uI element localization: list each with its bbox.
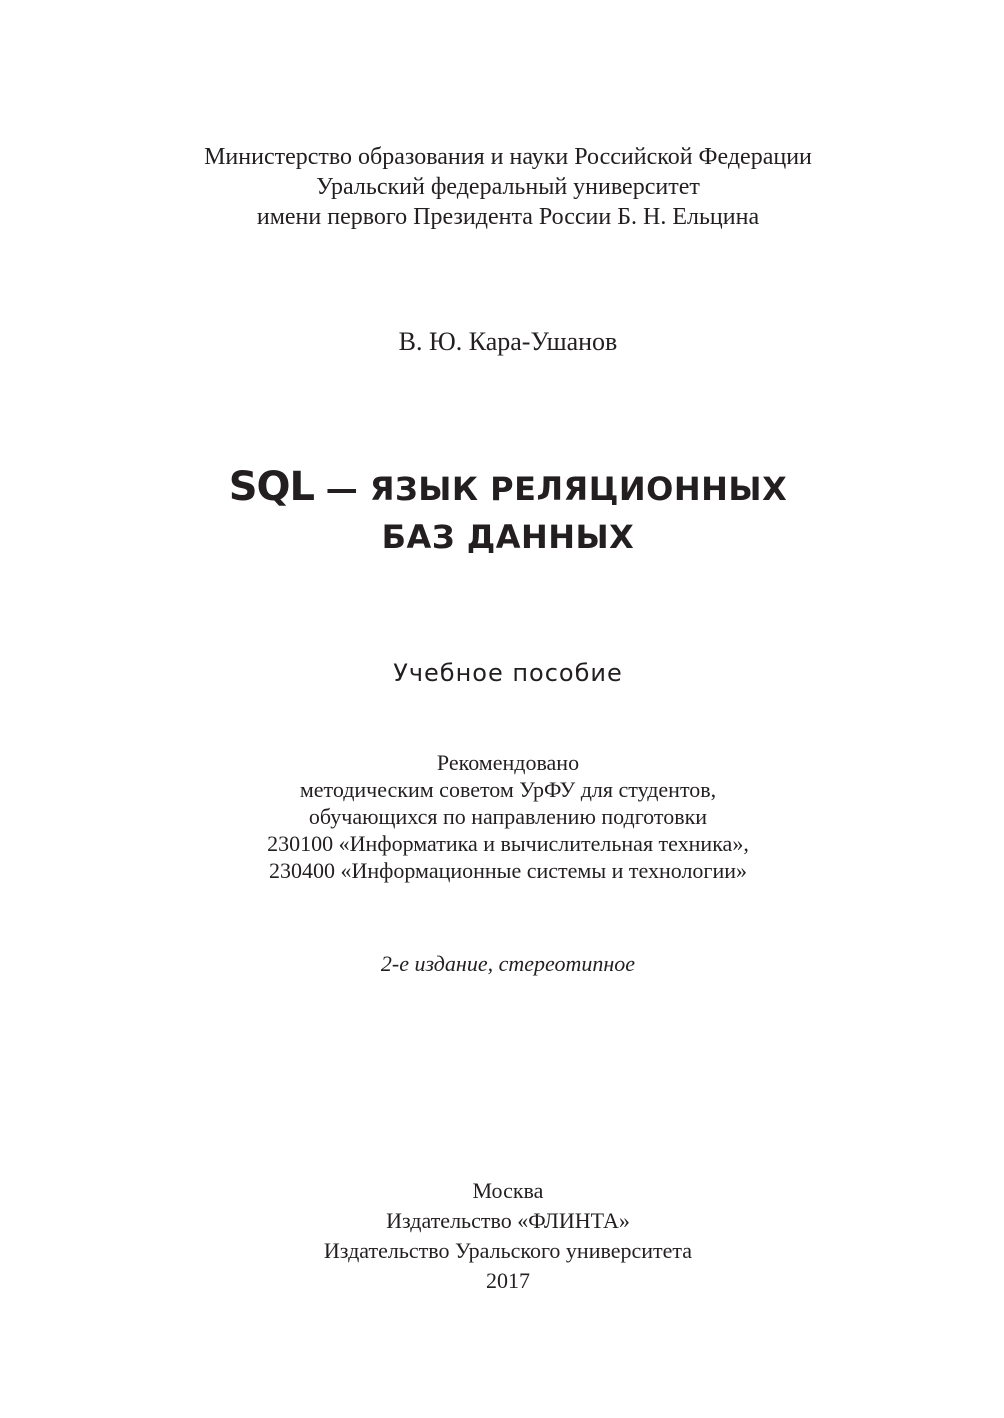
imprint-block	[0, 1176, 1004, 1296]
book-subtitle: Учебное пособие	[393, 659, 623, 687]
imprint-year: 2017	[486, 1268, 530, 1293]
book-title	[0, 462, 1004, 560]
university-name-line: имени первого Президента России Б. Н. Ельцина	[256, 204, 760, 230]
institution-header	[0, 142, 1004, 232]
imprint-city: Москва	[472, 1178, 544, 1203]
ministry-line: Министерство образования и науки Российской Федерации	[204, 144, 812, 170]
edition-note: 2-е издание, стереотипное	[380, 951, 636, 976]
recommendation-block	[0, 749, 1004, 884]
recommendation-line: методическим советом УрФУ для студентов,	[299, 777, 717, 802]
imprint-publisher: Издательство Уральского университета	[323, 1238, 693, 1263]
title-line-1	[12, 462, 1004, 514]
title-line-1-rest: — ЯЗЫК РЕЛЯЦИОННЫХ	[314, 470, 788, 508]
recommendation-line: обучающихся по направлению подготовки	[308, 804, 708, 829]
recommendation-line: Рекомендовано	[436, 750, 580, 775]
title-sql: SQL	[228, 464, 315, 510]
imprint-publisher: Издательство «ФЛИНТА»	[386, 1208, 630, 1233]
university-line: Уральский федеральный университет	[316, 174, 700, 200]
author-name: В. Ю. Кара-Ушанов	[398, 327, 618, 356]
title-line-2: БАЗ ДАННЫХ	[381, 518, 635, 556]
recommendation-line: 230100 «Информатика и вычислительная техника»,	[267, 831, 749, 856]
recommendation-line: 230400 «Информационные системы и технологии»	[268, 858, 748, 883]
